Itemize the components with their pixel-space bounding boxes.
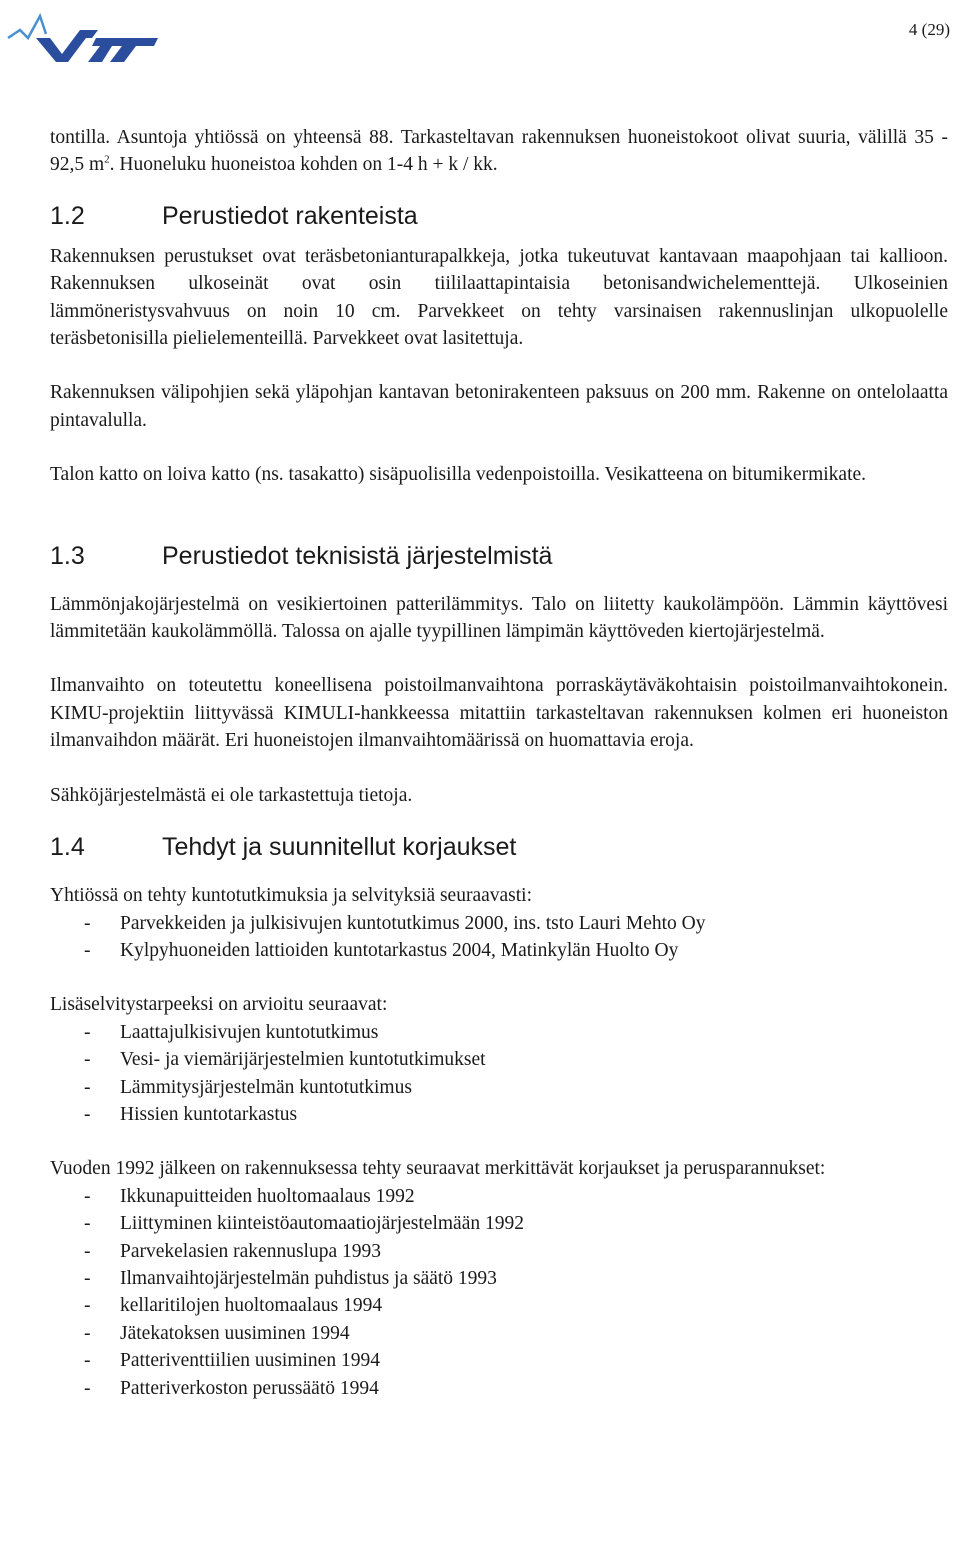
paragraph: Sähköjärjestelmästä ei ole tarkastettuja tietoja. [50,784,413,806]
section-heading-1-3 [50,540,948,572]
section-number: 1.3 [50,541,85,570]
list-intro: Vuoden 1992 jälkeen on rakennuksessa tehty seuraavat merkittävät korjaukset ja perusparannukset: [50,1158,826,1180]
list-item: - Hissien kuntotarkastus [84,1103,298,1125]
paragraph: Talon katto on loiva katto (ns. tasakatto) sisäpuolisilla vedenpoistoilla. Vesikatteena on bitumikermikate. [50,464,867,486]
list-item: - Ilmanvaihtojärjestelmän puhdistus ja säätö 1993 [84,1267,497,1289]
list-item: - Lämmitysjärjestelmän kuntotutkimus [84,1076,412,1098]
completed-studies-list [50,910,948,965]
page-number: 4 (29) [908,20,950,39]
repairs-list [50,1183,948,1402]
paragraph: Rakennuksen välipohjien sekä yläpohjan kantavan betonirakenteen paksuus on 200 mm. Rakenne on ontelolaatta pintavalulla. [50,382,948,431]
list-item: - Patteriventtiilien uusiminen 1994 [84,1350,380,1372]
section-number: 1.4 [50,833,85,862]
list-item: - Patteriverkoston perussäätö 1994 [84,1377,379,1399]
list-item: - kellaritilojen huoltomaalaus 1994 [84,1295,383,1317]
section-number: 1.2 [50,201,85,230]
section-heading-1-4 [50,831,948,863]
paragraph: Rakennuksen perustukset ovat teräsbetonianturapalkkeja, jotka tukeutuvat kantavaan maapohjaan tai kallioon. Rakennuksen ulkoseinät ovat osin tiililaattapintaisia betonisandwichelementtejä. Ulkoseinien lämmöneristysvahvuus on noin 10 cm. Parvekkeet on tehty varsinaisen rakennuslinjan ulkopuolelle teräsbetonisilla pielielementeillä. Parvekkeet ovat lasitettuja. [50,245,948,350]
vtt-logo [6,8,162,64]
list-item: - Ikkunapuitteiden huoltomaalaus 1992 [84,1185,415,1207]
list-item: - Kylpyhuoneiden lattioiden kuntotarkastus 2004, Matinkylän Huolto Oy [84,939,679,961]
list-intro: Yhtiössä on tehty kuntotutkimuksia ja selvityksiä seuraavasti: [50,885,533,907]
section-title: Perustiedot rakenteista [162,201,418,230]
section-title: Tehdyt ja suunnitellut korjaukset [162,833,517,862]
section-heading-1-2 [50,200,948,232]
section-title: Perustiedot teknisistä järjestelmistä [162,541,553,570]
page-content [50,124,948,1402]
list-intro: Lisäselvitystarpeeksi on arvioitu seuraavat: [50,994,388,1016]
list-item: - Parvekelasien rakennuslupa 1993 [84,1240,382,1262]
paragraph: Lämmönjakojärjestelmä on vesikiertoinen patterilämmitys. Talo on liitetty kaukolämpöön. Lämmin käyttövesi lämmitetään kaukolämmöllä. Talossa on ajalle tyypillinen lämpimän käyttöveden kiertojärjestelmä. [50,593,948,643]
vtt-logo-graphic [6,8,162,64]
intro-paragraph: tontilla. Asuntoja yhtiössä on yhteensä 88. Tarkasteltavan rakennuksen huoneistokoot olivat suuria, välillä 35 - 92,5 $m^2$. Huoneluku huoneistoa kohden on 1-4 h + k / kk. [50,127,948,176]
further-studies-list [50,1019,948,1129]
list-item: - Vesi- ja viemärijärjestelmien kuntotutkimukset [84,1049,486,1071]
paragraph: Ilmanvaihto on toteutettu koneellisena poistoilmanvaihtona porraskäytäväkohtaisin poistoilmanvaihtokonein. KIMU-projektiin liittyvässä KIMULI-hankkeessa mitattiin tarkasteltavan rakennuksen kolmen eri huoneiston ilmanvaihdon määrät. Eri huoneistojen ilmanvaihtomäärissä on huomattavia eroja. [50,675,948,752]
list-item: - Parvekkeiden ja julkisivujen kuntotutkimus 2000, ins. tsto Lauri Mehto Oy [84,912,706,934]
list-item: - Liittyminen kiinteistöautomaatiojärjestelmään 1992 [84,1213,524,1235]
list-item: - Jätekatoksen uusiminen 1994 [84,1322,350,1344]
list-item: - Laattajulkisivujen kuntotutkimus [84,1021,379,1043]
